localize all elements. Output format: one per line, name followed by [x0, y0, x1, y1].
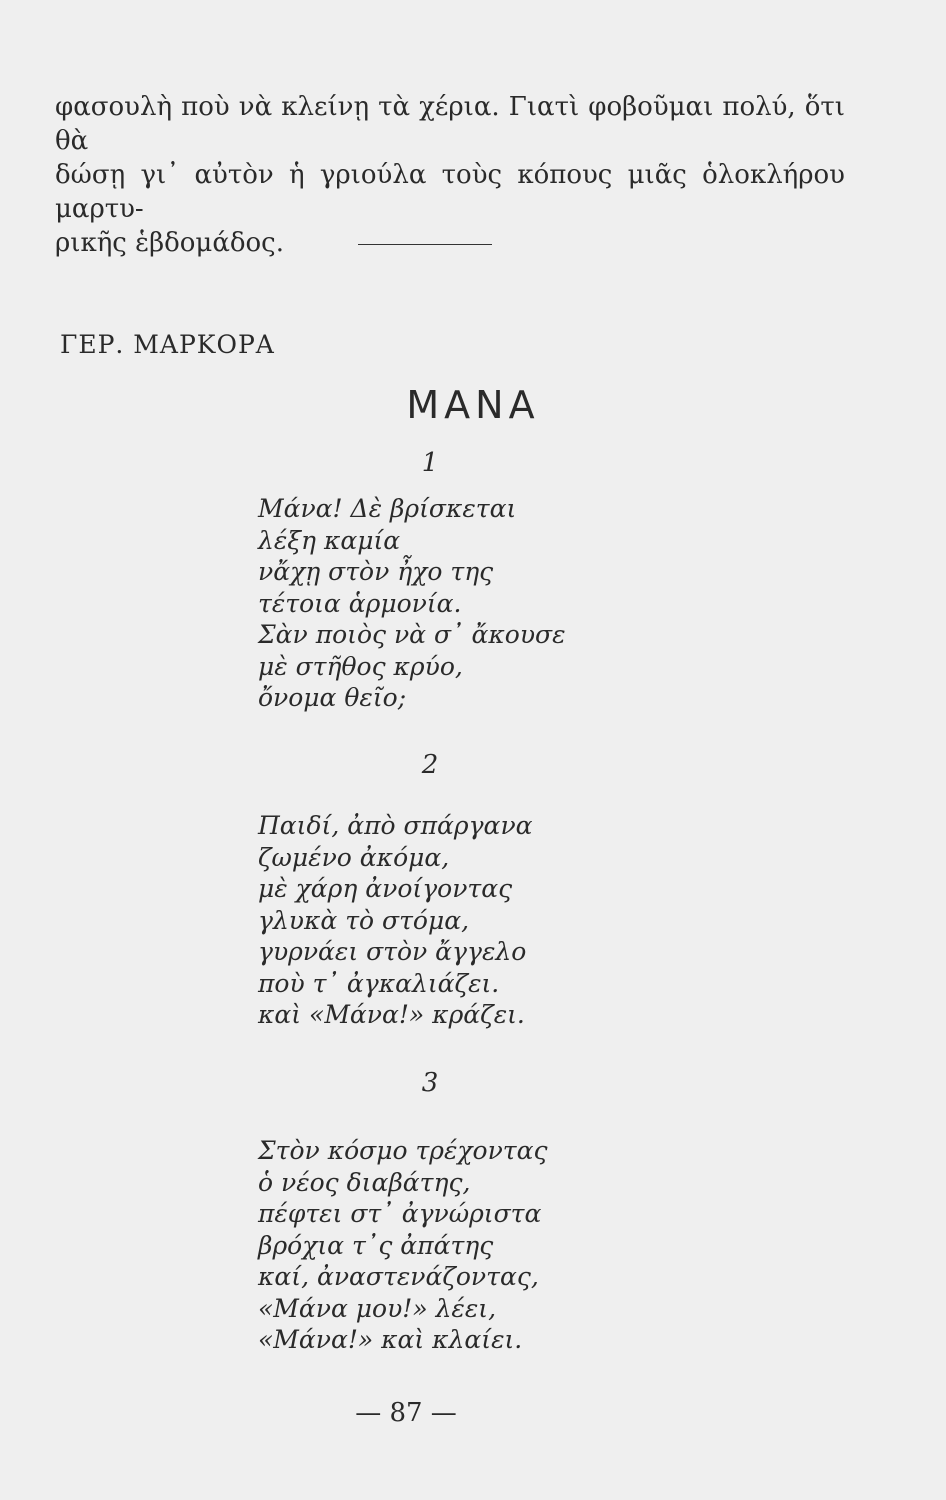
stanza [258, 493, 566, 714]
section-divider [358, 244, 492, 245]
stanza-number: 3 [421, 1068, 439, 1098]
verse-line: Σὰν ποιὸς νὰ σ᾽ ἄκουσε [258, 620, 566, 649]
verse-line: ὁ νέος διαβάτης, [258, 1167, 471, 1197]
stanza-number: 2 [421, 750, 439, 780]
verse-line: νἄχῃ στὸν ἦχο της [258, 557, 494, 586]
stanza-number: 1 [421, 448, 439, 478]
verse-line: ζωμένο ἀκόμα, [258, 842, 450, 872]
verse-line: μὲ στῆθος κρύο, [258, 651, 463, 681]
prose-paragraph [55, 90, 845, 260]
verse-line: γυρνάει στὸν ἄγγελο [258, 937, 527, 966]
verse-line: Παιδί, ἀπὸ σπάργανα [258, 811, 533, 840]
verse-line: μὲ χάρη ἀνοίγοντας [258, 874, 513, 903]
prose-line: ρικῆς ἑβδομάδος. [55, 228, 285, 258]
verse-line: Στὸν κόσμο τρέχοντας [258, 1136, 548, 1165]
verse-line: τέτοια ἁρμονία. [258, 588, 462, 618]
verse-line: «Μάνα μου!» λέει, [258, 1293, 497, 1323]
stanza [258, 1135, 548, 1356]
verse-line: πέφτει στ᾽ ἀγνώριστα [258, 1199, 542, 1228]
verse-line: ποὺ τ᾽ ἀγκαλιάζει. [258, 968, 500, 998]
verse-line: λέξη καμία [258, 525, 401, 555]
verse-line: καὶ «Μάνα!» κράζει. [258, 1000, 525, 1029]
verse-line: καί, ἀναστενάζοντας, [258, 1262, 539, 1291]
verse-line: Μάνα! Δὲ βρίσκεται [258, 494, 517, 523]
prose-line: φασουλὴ ποὺ νὰ κλείνῃ τὰ χέρια. Γιατὶ φοβοῦμαι πολύ, ὅτι θὰ [55, 92, 845, 156]
page-number: — 87 — [355, 1398, 457, 1428]
poem-title: ΜΑΝΑ [406, 383, 540, 427]
verse-line: γλυκὰ τὸ στόμα, [258, 905, 470, 935]
verse-line: ὄνομα θεῖο; [258, 683, 407, 712]
verse-line: βρόχια τ᾽ς ἀπάτης [258, 1230, 494, 1260]
prose-line: δώσῃ γι᾽ αὐτὸν ἡ γριούλα τοὺς κόπους μιᾶς ὁλοκλήρου μαρτυ- [55, 160, 845, 224]
verse-line: «Μάνα!» καὶ κλαίει. [258, 1325, 523, 1354]
poem-author: ΓΕΡ. ΜΑΡΚΟΡΑ [60, 330, 275, 359]
stanza [258, 810, 533, 1031]
